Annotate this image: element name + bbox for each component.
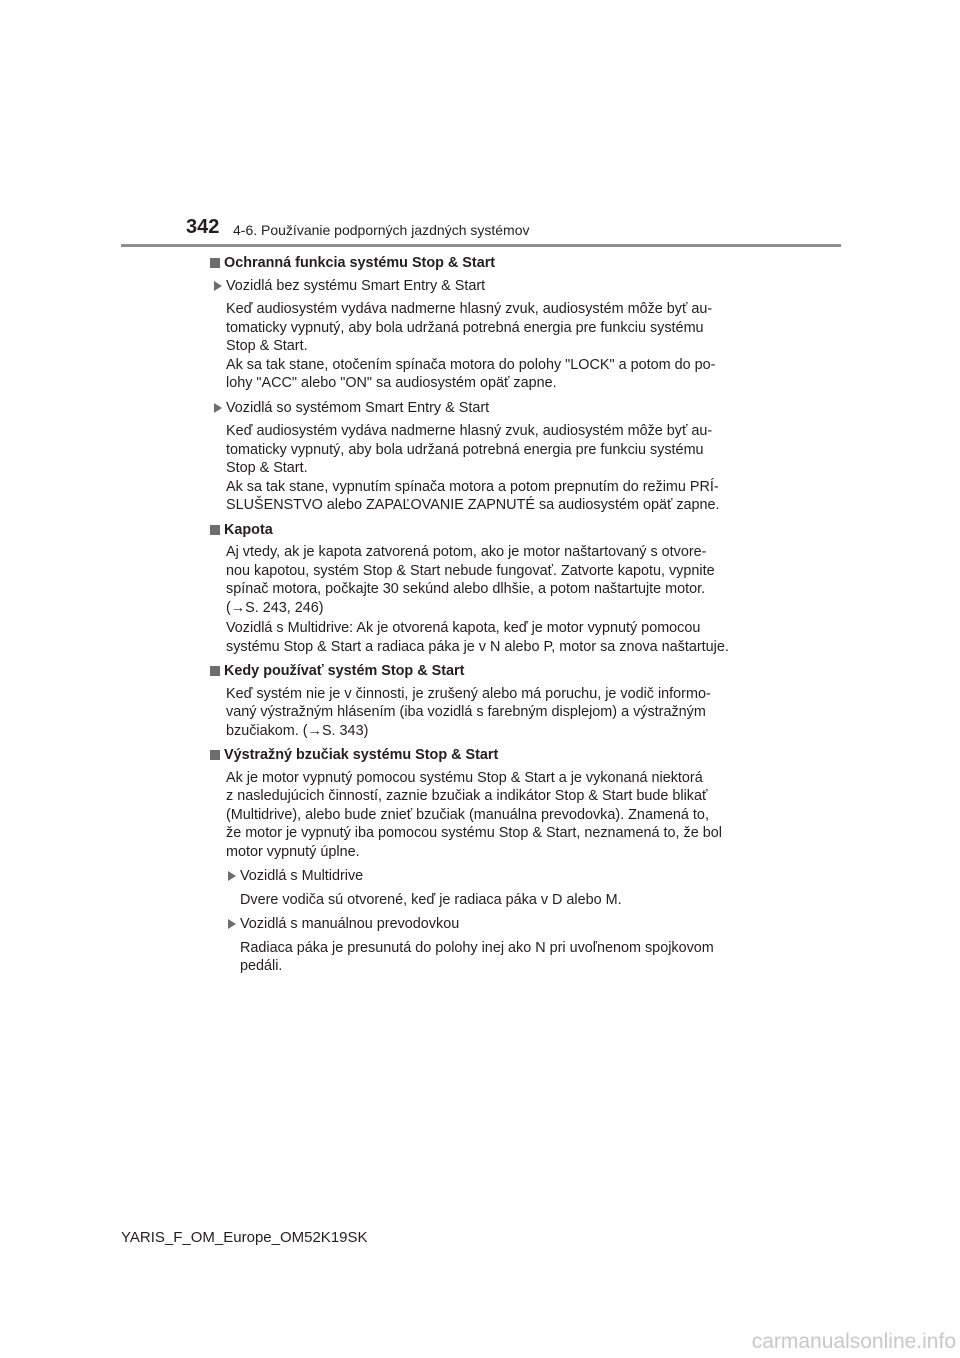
triangle-bullet-icon [228, 919, 236, 929]
square-bullet-icon [210, 666, 220, 676]
section-heading: Ochranná funkcia systému Stop & Start [210, 254, 745, 273]
section-heading: Výstražný bzučiak systému Stop & Start [210, 746, 745, 765]
subheading: Vozidlá so systémom Smart Entry & Start [210, 399, 745, 418]
square-bullet-icon [210, 258, 220, 268]
triangle-bullet-icon [214, 281, 222, 291]
indented-block [210, 867, 745, 976]
chapter-title: 4-6. Používanie podporných jazdných systémov [233, 222, 530, 238]
page-number: 342 [186, 216, 220, 238]
subheading: Vozidlá s manuálnou prevodovkou [224, 915, 745, 934]
paragraph: Keď audiosystém vydáva nadmerne hlasný zvuk, audiosystém môže byť au- tomaticky vypnutý, aby bola udržaná potrebná energia pre funkciu systému Stop & Start. Ak sa tak stane, vypnutím spínača motora a potom prepnutím do režimu PRÍ- SLUŠENSTVO alebo ZAPAĽOVANIE ZAPNUTÉ sa audiosystém opäť zapne. [226, 423, 720, 513]
subheading: Vozidlá bez systému Smart Entry & Start [210, 277, 745, 296]
paragraph: Vozidlá s Multidrive: Ak je otvorená kapota, keď je motor vypnutý pomocou systému Stop & Start a radiaca páka je v N alebo P, motor sa znova naštartuje. [226, 620, 729, 655]
document-code: YARIS_F_OM_Europe_OM52K19SK [121, 1229, 368, 1246]
paragraph: Keď systém nie je v činnosti, je zrušený alebo má poruchu, je vodič informo- vaný výstražným hlásením (iba vozidlá s farebným displejom) a výstražným bzučiakom. (→S. 343) [226, 685, 711, 739]
section-heading: Kapota [210, 521, 745, 540]
page-content [210, 254, 745, 982]
watermark: carmanualsonline.info [751, 1330, 956, 1353]
paragraph: Dvere vodiča sú otvorené, keď je radiaca páka v D alebo M. [240, 891, 622, 908]
paragraph: Radiaca páka je presunutá do polohy inej ako N pri uvoľnenom spojkovom pedáli. [240, 939, 714, 974]
square-bullet-icon [210, 750, 220, 760]
section-heading: Kedy používať systém Stop & Start [210, 662, 745, 681]
subheading: Vozidlá s Multidrive [224, 867, 745, 886]
triangle-bullet-icon [214, 403, 222, 413]
paragraph: Keď audiosystém vydáva nadmerne hlasný zvuk, audiosystém môže byť au- tomaticky vypnutý, aby bola udržaná potrebná energia pre funkciu systému Stop & Start. Ak sa tak stane, otočením spínača motora do polohy "LOCK" a potom do po- lohy "ACC" alebo "ON" sa audiosystém opäť zapne. [226, 301, 716, 391]
square-bullet-icon [210, 525, 220, 535]
paragraph: Ak je motor vypnutý pomocou systému Stop & Start a je vykonaná niektorá z nasledujúcich činností, zaznie bzučiak a indikátor Stop & Start bude blikať (Multidrive), alebo bude znieť bzučiak (manuálna prevodovka). Znamená to, že motor je vypnutý iba pomocou systému Stop & Start, neznamená to, že bol motor vypnutý úplne. [226, 769, 722, 860]
triangle-bullet-icon [228, 871, 236, 881]
header-rule [121, 244, 841, 247]
paragraph: Aj vtedy, ak je kapota zatvorená potom, ako je motor naštartovaný s otvore- nou kapotou, systém Stop & Start nebude fungovať. Zatvorte kapotu, vypnite spínač motora, počkajte 30 sekúnd alebo dlhšie, a potom naštartujte motor. (→S. 243, 246) [226, 544, 715, 616]
